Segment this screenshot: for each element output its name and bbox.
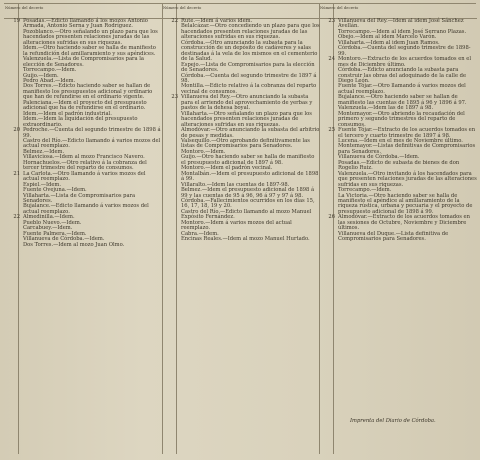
entry-text: Córdoba.—Cuenta del segundo trimestre de 1897 á 98. [181, 72, 317, 84]
entry-text: Fuente Ovejuna.—Idem. [23, 187, 87, 194]
decree-number: 22 [13, 214, 20, 221]
list-item [162, 172, 320, 183]
entry-text: Almedinilla.—Idem. [23, 214, 75, 221]
entry-text: Bujalance.—Edicto llamando á varios mozos del actual reemplazo. [23, 203, 149, 215]
column-1 [4, 4, 162, 454]
entry-text: Valenzuela.—Otro invitando á los hacendados para que presenten relaciones juradas de las alteraciones sufridas en sus riquezas. [338, 170, 477, 188]
entry-text: Idem.—Idem el padrón industrial. [23, 110, 112, 117]
entry-text: Villaharta.—Otro señalando un plazo para que los hacendados presenten relaciones juradas de alteraciones sufridas en sus riquezas. [181, 110, 312, 128]
entry-text: Valsequillo.—Otro aprobando definitivamente las listas de Compromisarios para Senadores. [181, 137, 310, 150]
entry-text: Belmez.—Idem. [23, 148, 65, 155]
entry-text: Valenzuela.—Idem las de 1897 á 98. [338, 105, 434, 112]
decree-number: 23 [171, 94, 178, 101]
entry-text: Almodóvar.—Otro anunciando la subasta del arbitrio de pesas y medidas. [181, 127, 320, 139]
entry-text: Dos Torres.—Edicto haciendo saber se hallan de manifiesto los presupuestos adicional y ordinario que han de refundirse en el ordinario vigente. [23, 83, 153, 101]
entry-text: Villanueva del Rey.—Otro anunciando la subasta para el arriendo del aprovechamiento de yerbas y pastos de la dehesa boyal. [181, 94, 313, 112]
entry-text: Torrecampo.—Idem. [338, 187, 392, 194]
entry-text: Belmez.—Idem el presupuesto adicional de 1898 á 99 y las cuentas de 95 á 96, 96 á 97 y 97 á 98. [181, 187, 315, 199]
entry-text: Villanueva de Córdoba.—Idem. [338, 154, 420, 161]
entry-text: Obejo.—Idem al idem Marcelo Varón. [338, 34, 437, 41]
entry-text: Espiel.—Idem. [23, 181, 62, 188]
decree-number: 26 [328, 214, 335, 221]
decree-number: 20 [13, 127, 20, 134]
column-header [4, 4, 162, 19]
entry-text: Fuente Tójar.—Otro llamando á varios mozos del actual reemplazo. [338, 83, 466, 95]
entry-list [162, 19, 320, 243]
entry-list [4, 19, 162, 248]
list-item [162, 63, 320, 74]
list-item [4, 172, 162, 183]
column-2 [162, 4, 320, 454]
entry-text: Villaharta.—Lista de Compromisarios para Senadores. [23, 192, 136, 204]
list-item [162, 41, 320, 63]
entry-text: Montoro.—Idem el padrón vecinal. [181, 165, 273, 172]
column-header [162, 4, 320, 19]
imprint-line: Imprenta del Diario de Córdoba. [350, 418, 436, 424]
entry-text: Valenzuela.—Lista de Compromisarios para la elección de Senadores. [23, 56, 145, 68]
entry-text: Belalcázar.—Otro concediendo un plazo para que los hacendados presenten relaciones juradas de las alteraciones sufridas en sus riquezas. [181, 23, 320, 41]
entry-text: Dos Torres.—Idem al mozo Juan Olmo. [23, 241, 125, 248]
entry-text: Montemayor.—Otro abriendo la recaudación del primero y segundo trimestres del reparto de consumos. [338, 110, 465, 128]
list-item [162, 24, 320, 40]
entry-list [319, 19, 477, 243]
entry-text: Guijo.—Otro haciendo saber se halla de manifiesto el presupuesto adicional de 1897 á 98. [181, 154, 315, 166]
entry-text: La Victoria.—Otro haciendo saber se halla de manifiesto el apéndice al amillaramiento de la riqueza rústica, urbana y pecuaria y el proyecto de presupuesto adicional de 1898 á 99. [338, 192, 473, 215]
column-3 [319, 4, 477, 454]
entry-text: Lucena.—Idem en el mes de Noviembre último. [338, 137, 463, 144]
entry-text: La Carlota.—Otro llamando á varios mozos del actual reemplazo. [23, 170, 146, 183]
entry-text: Montoro.—Idem á varios mozos del actual reemplazo. [181, 219, 292, 232]
entry-text: Palenciana.—Idem el proyecto del presupuesto adicional que ha de refundirse en el ordinario. [23, 99, 147, 112]
entry-text: Pedroche.—Cuenta del segundo trimestre de 1898 á 99. [23, 127, 161, 139]
list-item [319, 172, 477, 188]
entry-text: Posadas.—Edicto de subasta de bienes de don Rogelio Ruiz. [338, 159, 460, 172]
entry-text: Villanueva del Duque.—Lista definitiva de Compromisarios para Senadores. [338, 230, 449, 243]
entry-text: Posadas.—Edicto llamando á los mozos Antonio Armada, Antonio Serna y Juan Rodríguez. [23, 18, 148, 30]
entry-text: Hornachuelos.—Otro relativo á la cobranza del tercer trimestre del reparto de consumos. [23, 159, 147, 172]
list-item [162, 95, 320, 111]
entry-text: Villanueva de Córdoba.—Idem. [23, 236, 105, 243]
list-item [319, 232, 477, 243]
column-header-label: Número del decreto [5, 6, 44, 10]
decree-number: 23 [328, 18, 335, 24]
entry-text: Villaviciosa.—Idem al mozo Francisco Navero. [23, 154, 145, 161]
entry-text: Córdoba.—Otro anunciando la subasta para la construcción de un depósito de cadáveres y salas destinadas á la vela de los mismos en el cementerio de la Salud. [181, 39, 318, 63]
entry-text: Villaralto.—Idem las cuentas de 1897-98. [181, 181, 290, 188]
list-item [4, 30, 162, 46]
list-item [319, 112, 477, 128]
entry-text: Pedro Abad.—Idem. [23, 77, 76, 84]
entry-text: Fuente Palmera.—Idem. [23, 230, 87, 237]
entry-text: Rute.—Idem á varios idem. [181, 18, 253, 24]
entry-text: Carcabuey.—Idem. [23, 225, 73, 232]
decree-number: 24 [328, 56, 335, 63]
entry-text: Montalbán.—Idem el presupuesto adicional de 1898 á 99. [181, 170, 319, 183]
list-item [319, 194, 477, 216]
column-header-label: Número del decreto [320, 6, 359, 10]
entry-text: Villanueva del Rey.—Idem al idem José Sánchez Avellán. [338, 18, 464, 30]
entry-text: Montilla.—Edicto relativo á la cobranza del reparto vecinal de consumos. [181, 83, 317, 95]
decree-number: 19 [13, 18, 20, 24]
entry-text: Encinas Reales.—Idem al mozo Manuel Hurtado. [181, 236, 310, 243]
column-header [319, 4, 477, 19]
entry-text: Villaharta.—Idem al idem Juan Ramos. [338, 39, 440, 46]
entry-text: Idem.—Otro haciendo saber se halla de manifiesto la refundición del amillaramiento y sus apéndices. [23, 45, 156, 57]
list-item [4, 84, 162, 100]
entry-text: Castro del Río.—Edicto llamando á varios mozos del actual reemplazo. [23, 137, 161, 150]
entry-text: Montoro.—Extracto de los acuerdos tomados en el mes de Diciembre último. [338, 56, 472, 68]
decree-number: 22 [171, 18, 178, 24]
entry-text: Córdoba.—Cuenta del segundo trimestre de 1898-99. [338, 45, 471, 57]
column-header-label: Número del decreto [163, 6, 202, 10]
entry-text: Córdoba.—Fallecimientos ocurridos en los días 15, 16, 17, 18, 19 y 20. [181, 197, 315, 210]
entry-text: Almodóvar.—Extracto de los acuerdos tomados en las sesiones de Octubre, Noviembre y Diciembre últimos. [338, 214, 470, 232]
list-item [4, 243, 162, 248]
entry-text: Córdoba.—Edicto anunciando la subasta para construir las obras del adoquinado de la calle de Diego León. [338, 67, 467, 84]
list-item [319, 215, 477, 231]
entry-text: Cabra.—Idem. [181, 230, 219, 237]
entry-text: Pueblo Nuevo.—Idem. [23, 219, 82, 226]
entry-text: Pozoblanco.—Otro señalando un plazo para que los hacendados presenten relaciones juradas de las alteraciones sufridas en sus riquezas. [23, 28, 158, 46]
entry-text: Montoro.—Idem. [181, 148, 226, 155]
entry-text: Idem.—Idem la liquidación del presupuesto extraordinario. [23, 116, 138, 128]
entry-text: Torrecampo.—Idem al idem José Serrano Plazas. [338, 28, 467, 35]
decree-number: 25 [328, 127, 335, 134]
entry-text: Montemayor.—Listas definitivas de Compromisarios para Senadores. [338, 143, 476, 155]
decree-number: 21 [13, 170, 20, 177]
entry-text: Espejo.—Lista de Compromisarios para la elección de Senadores. [181, 61, 315, 74]
entry-text: Castro del Río.—Edicto llamando al mozo Manuel Expósito Fernández. [181, 208, 312, 221]
entry-text: Bujalance.—Otro haciendo saber se hallan de manifiesto las cuentas de 1895 á 96 y 1896 á 97. [338, 94, 467, 106]
list-item [162, 112, 320, 128]
list-item [319, 68, 477, 84]
entry-text: Torrecampo.—Idem. [23, 67, 77, 74]
entry-text: Fuente Tójar.—Extracto de los acuerdos tomados en el tercero y cuarto trimestre de 1897 á 98. [338, 127, 476, 139]
entry-text: Guijo.—Idem. [23, 72, 59, 79]
list-item [162, 237, 320, 242]
